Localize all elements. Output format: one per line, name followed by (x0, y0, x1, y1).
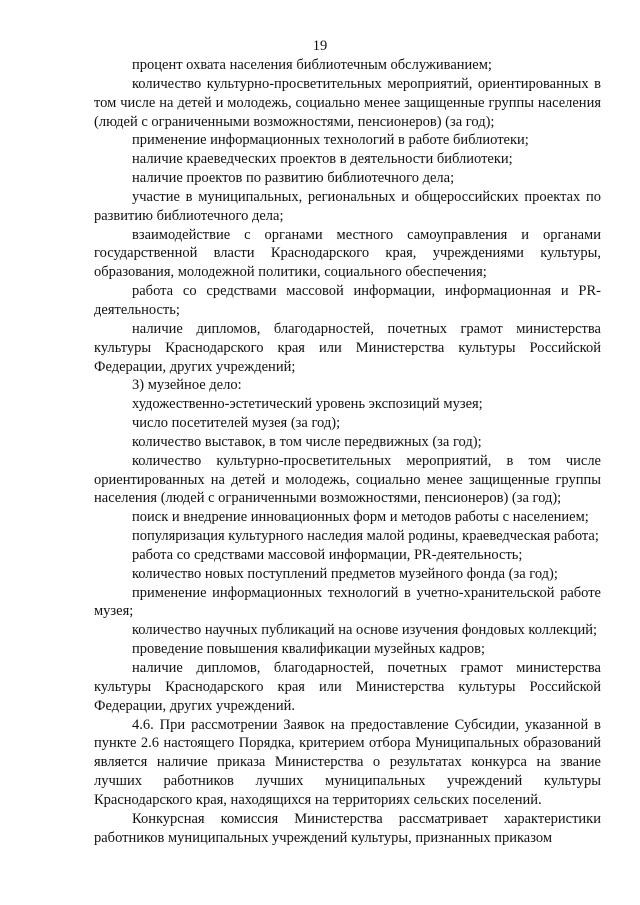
paragraph: взаимодействие с органами местного самоуправления и органами государственной власти Краснодарского края, учреждениями культуры, образования, молодежной политики, социального обеспечения; (94, 226, 601, 281)
paragraph: художественно-эстетический уровень экспозиций музея; (132, 396, 483, 413)
paragraph: количество культурно-просветительных мероприятий, ориентированных в том числе на детей и молодежь, социально менее защищенные группы населения (людей с ограниченными возможностями, пенсионеров) (за год); (94, 75, 601, 130)
paragraph: поиск и внедрение инновационных форм и методов работы с населением; (132, 509, 589, 526)
section-heading: 3) музейное дело: (132, 377, 242, 394)
paragraph: количество культурно-просветительных мероприятий, в том числе ориентированных на детей и молодежь, социально менее защищенные группы населения (людей с ограниченными возможностями, пенсионеров) (за год); (94, 452, 601, 507)
paragraph: количество новых поступлений предметов музейного фонда (за год); (132, 565, 558, 582)
document-body (94, 56, 601, 847)
paragraph: работа со средствами массовой информации, информационная и PR-деятельность; (94, 283, 601, 318)
paragraph: популяризация культурного наследия малой родины, краеведческая работа; (132, 528, 599, 545)
paragraph: наличие проектов по развитию библиотечного дела; (132, 170, 455, 187)
paragraph: применение информационных технологий в учетно-хранительской работе музея; (94, 584, 601, 620)
page-number: 19 (312, 38, 328, 54)
clause-paragraph: 4.6. При рассмотрении Заявок на предоставление Субсидии, указанной в пункте 2.6 настоящего Порядка, критерием отбора Муниципальных образований является наличие приказа Министерства о результатах конкурса на звание лучших работников лучших муниципальных учреждений культуры Краснодарского края, находящихся на территориях сельских поселений. (94, 716, 601, 808)
paragraph: наличие дипломов, благодарностей, почетных грамот министерства культуры Краснодарского края или Министерства культуры Российской Федерации, других учреждений. (94, 660, 601, 714)
paragraph: применение информационных технологий в работе библиотеки; (132, 132, 529, 149)
paragraph: процент охвата населения библиотечным обслуживанием; (132, 57, 492, 73)
paragraph: число посетителей музея (за год); (132, 415, 341, 432)
paragraph: работа со средствами массовой информации, PR-деятельность; (132, 546, 523, 563)
paragraph: количество выставок, в том числе передвижных (за год); (132, 433, 482, 450)
paragraph: Конкурсная комиссия Министерства рассматривает характеристики работников муниципальных учреждений культуры, признанных приказом (94, 810, 601, 846)
paragraph: количество научных публикаций на основе изучения фондовых коллекций; (132, 622, 598, 639)
paragraph: участие в муниципальных, региональных и общероссийских проектах по развитию библиотечного дела; (94, 188, 601, 224)
paragraph: проведение повышения квалификации музейных кадров; (132, 641, 485, 658)
paragraph: наличие краеведческих проектов в деятельности библиотеки; (132, 151, 513, 168)
paragraph: наличие дипломов, благодарностей, почетных грамот министерства культуры Краснодарского края или Министерства культуры Российской Федерации, других учреждений; (94, 320, 601, 375)
